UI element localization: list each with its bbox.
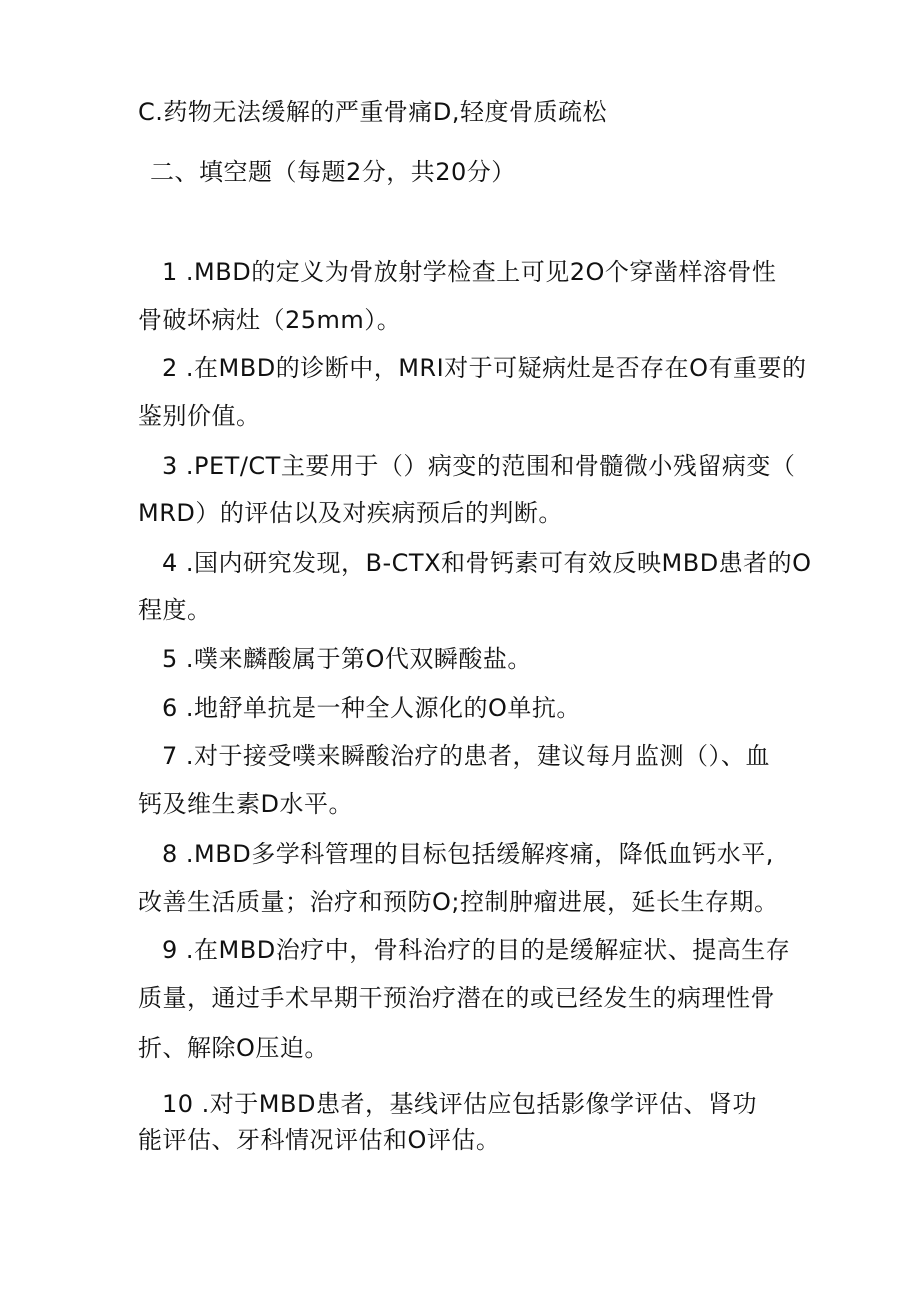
question-number: 9 [162,936,178,964]
question-4-line-2: 程度。 [138,596,212,624]
question-number: 1 [162,258,178,286]
question-number: 2 [162,354,178,382]
question-6-line-1 [162,692,581,724]
question-5-line-1 [162,643,532,675]
question-3-line-2: MRD）的评估以及对疾病预后的判断。 [138,499,563,527]
question-text: .MBD多学科管理的目标包括缓解疼痛，降低血钙水平, [177,840,774,868]
question-2-line-1 [162,352,807,384]
question-9-line-3: 折、解除O压迫。 [138,1034,329,1062]
question-1-line-2: 骨破坏病灶（25mm）。 [138,306,402,334]
question-text: .在MBD治疗中，骨科治疗的目的是缓解症状、提高生存 [177,936,791,964]
question-number: 10 [162,1090,194,1118]
question-7-line-1 [162,740,770,772]
question-number: 6 [162,694,178,722]
question-text: .地舒单抗是一种全人源化的O单抗。 [177,694,581,722]
question-1-line-1 [162,256,776,288]
question-10-line-2: 能评估、牙科情况评估和O评估。 [138,1126,501,1154]
question-text: .PET/CT主要用于（）病变的范围和骨髓微小残留病变（ [177,452,796,480]
question-8-line-1 [162,838,774,870]
question-9-line-1 [162,934,790,966]
question-text: .对于MBD患者，基线评估应包括影像学评估、肾功 [193,1090,757,1118]
question-text: .在MBD的诊断中，MRI对于可疑病灶是否存在O有重要的 [177,354,807,382]
question-text: .噗来麟酸属于第O代双瞬酸盐。 [177,645,532,673]
section-heading: 二、填空题（每题2分，共20分） [150,158,516,186]
question-number: 3 [162,452,178,480]
question-text: .对于接受噗来瞬酸治疗的患者，建议每月监测（）、血 [177,742,771,770]
question-7-line-2: 钙及维生素D水平。 [138,790,353,818]
question-10-line-1 [162,1088,757,1120]
question-number: 4 [162,549,178,577]
question-number: 8 [162,840,178,868]
question-4-line-1 [162,547,812,579]
question-number: 5 [162,645,178,673]
question-2-line-2: 鉴别价值。 [138,402,261,430]
question-text: .MBD的定义为骨放射学检查上可见2O个穿凿样溶骨性 [177,258,777,286]
option-line: C.药物无法缓解的严重骨痛D,轻度骨质疏松 [138,98,607,126]
question-8-line-2: 改善生活质量；治疗和预防O;控制肿瘤进展，延长生存期。 [138,888,779,916]
question-9-line-2: 质量，通过手术早期干预治疗潜在的或已经发生的病理性骨 [138,984,775,1012]
question-text: .国内研究发现，B-CTX和骨钙素可有效反映MBD患者的O [177,549,812,577]
question-3-line-1 [162,450,795,482]
question-number: 7 [162,742,178,770]
